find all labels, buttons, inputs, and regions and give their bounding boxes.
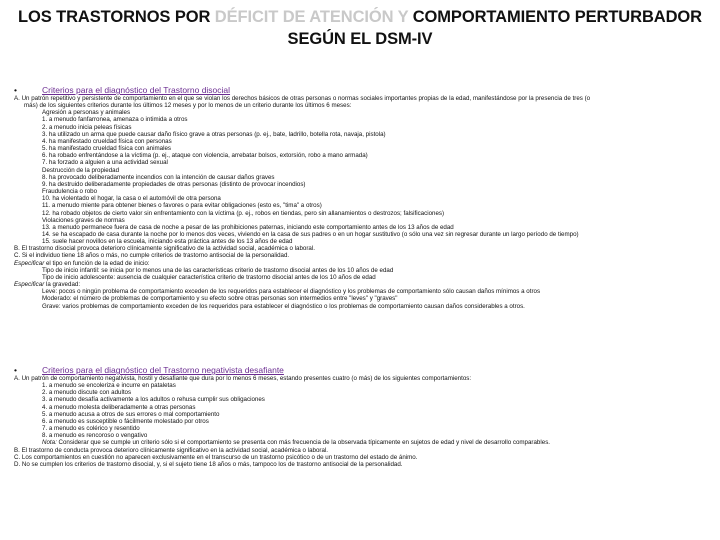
criteria-line: más) de los siguientes criterios durante los últimos 12 meses y por lo menos de un criterio durante los últimos 6 meses: [24, 102, 352, 110]
criteria-line: D. No se cumplen los criterios de trastorno disocial, y, si el sujeto tiene 18 años o más, tampoco los de trastorno antisocial de la personalidad. [14, 460, 403, 468]
bullet-icon: • [14, 365, 17, 375]
criteria-line: 7. ha forzado a alguien a una actividad sexual [42, 159, 168, 167]
criteria-line: 6. a menudo es susceptible o fácilmente molestado por otros [42, 417, 209, 425]
section-heading [14, 85, 714, 95]
title-line-1 [0, 6, 720, 28]
bullet-icon: • [14, 85, 17, 95]
criteria-line: A. Un patrón de comportamiento negativista, hostil y desafiante que dura por lo menos 6 meses, estando presentes cuatro (o más) de los siguientes comportamientos: [14, 375, 472, 382]
criteria-list [14, 375, 714, 468]
criteria-line: 2. a menudo inicia peleas físicas [42, 123, 132, 131]
criteria-line: 11. a menudo miente para obtener bienes o favores o para evitar obligaciones (esto es, "tima" a otros) [42, 202, 322, 210]
criteria-line: 8. ha provocado deliberadamente incendios con la intención de causar daños graves [42, 173, 275, 181]
section-negativista [14, 365, 714, 468]
criteria-line: Agresión a personas y animales [42, 109, 131, 117]
criteria-line: Moderado: el número de problemas de comportamiento y su efecto sobre otras personas son intermedios entre "leves" y "graves" [42, 295, 398, 303]
criteria-line: 5. a menudo acusa a otros de sus errores o mal comportamiento [42, 410, 220, 418]
criteria-line: Tipo de inicio adolescente: ausencia de cualquier característica criterio de trastorno disocial antes de los 10 años de edad [42, 273, 376, 281]
criteria-line: Especificar el tipo en función de la edad de inicio: [14, 259, 150, 267]
criteria-line: C. Si el individuo tiene 18 años o más, no cumple criterios de trastorno antisocial de la personalidad. [14, 252, 290, 260]
criteria-line: Especificar la gravedad: [14, 281, 81, 289]
title-part-2: DÉFICIT DE ATENCIÓN Y [214, 8, 409, 26]
criteria-line: 14. se ha escapado de casa durante la noche por lo menos dos veces, viviendo en la casa de sus padres o en un hogar sustitutivo (o sólo una vez sin regresar durante un largo período de tiempo) [42, 230, 579, 238]
criteria-line: 4. ha manifestado crueldad física con personas [42, 137, 172, 145]
title-part-1: LOS TRASTORNOS POR [18, 8, 215, 26]
criteria-list [14, 95, 714, 310]
criteria-line: 3. a menudo desafía activamente a los adultos o rehusa cumplir sus obligaciones [42, 396, 265, 404]
criteria-line: Nota: Considerar que se cumple un criterio sólo si el comportamiento se presenta con más frecuencia de la observada típicamente en sujetos de edad y nivel de desarrollo comparables. [42, 439, 551, 447]
criteria-line: B. El trastorno disocial provoca deterioro clínicamente significativo de la actividad social, académica o laboral. [14, 245, 315, 253]
criteria-line: 10. ha violentado el hogar, la casa o el automóvil de otra persona [42, 195, 221, 203]
criteria-line: 9. ha destruido deliberadamente propiedades de otras personas (distinto de provocar incendios) [42, 180, 306, 188]
criteria-line: Fraudulencia o robo [42, 188, 98, 196]
criteria-line: 15. suele hacer novillos en la escuela, iniciando esta práctica antes de los 13 años de edad [42, 238, 293, 246]
criteria-line: 6. ha robado enfrentándose a la víctima (p. ej., ataque con violencia, arrebatar bolsos, extorsión, robo a mano armada) [42, 152, 368, 160]
criteria-line: Leve: pocos o ningún problema de comportamiento exceden de los requeridos para establecer el diagnóstico y los problemas de comportamiento sólo causan daños mínimos a otros [42, 288, 541, 296]
criteria-line: Tipo de inicio infantil: se inicia por lo menos una de las características criterio de trastorno disocial antes de los 10 años de edad [42, 266, 394, 274]
criteria-line: Destrucción de la propiedad [42, 166, 120, 174]
criteria-line: B. El trastorno de conducta provoca deterioro clínicamente significativo en la actividad social, académica o laboral. [14, 446, 329, 454]
section-heading-link[interactable]: Criterios para el diagnóstico del Trastorno disocial [42, 85, 231, 95]
page-title [0, 6, 720, 50]
criteria-line: C. Los comportamientos en cuestión no aparecen exclusivamente en el transcurso de un trastorno psicótico o de un trastorno del estado de ánimo. [14, 453, 418, 461]
criteria-line: 12. ha robado objetos de cierto valor sin enfrentamiento con la víctima (p. ej., robos en tiendas, pero sin allanamientos o destrozos; falsificaciones) [42, 209, 445, 217]
section-disocial [14, 85, 714, 310]
section-heading [14, 365, 714, 375]
criteria-line: 5. ha manifestado crueldad física con animales [42, 145, 171, 153]
criteria-line: Violaciones graves de normas [42, 216, 125, 224]
criteria-line: 1. a menudo fanfarronea, amenaza o intimida a otros [42, 116, 188, 124]
section-heading-link[interactable]: Criterios para el diagnóstico del Trastorno negativista desafiante [42, 365, 284, 375]
criteria-line: 7. a menudo es colérico y resentido [42, 425, 140, 433]
criteria-line: 3. ha utilizado un arma que puede causar daño físico grave a otras personas (p. ej., bate, ladrillo, botella rota, navaja, pistola) [42, 130, 386, 138]
criteria-line: 4. a menudo molesta deliberadamente a otras personas [42, 403, 196, 411]
title-line-2: SEGÚN EL DSM-IV [287, 30, 433, 48]
criteria-line: 8. a menudo es rencoroso o vengativo [42, 432, 148, 440]
criteria-line: 2. a menudo discute con adultos [42, 389, 132, 397]
criteria-line: 13. a menudo permanece fuera de casa de noche a pesar de las prohibiciones paternas, iniciando este comportamiento antes de los 13 años de edad [42, 223, 454, 231]
title-part-3: COMPORTAMIENTO PERTURBADOR [408, 8, 702, 26]
criteria-line: Grave: varios problemas de comportamiento exceden de los requeridos para establecer el diagnóstico o los problemas de comportamiento causan daños considerables a otros. [42, 302, 525, 310]
criteria-line: A. Un patrón repetitivo y persistente de comportamiento en el que se violan los derechos básicos de otras personas o normas sociales importantes propias de la edad, manifestándose por la presencia de tres (o [14, 95, 591, 102]
criteria-line: 1. a menudo se encoleriza e incurre en pataletas [42, 382, 176, 390]
